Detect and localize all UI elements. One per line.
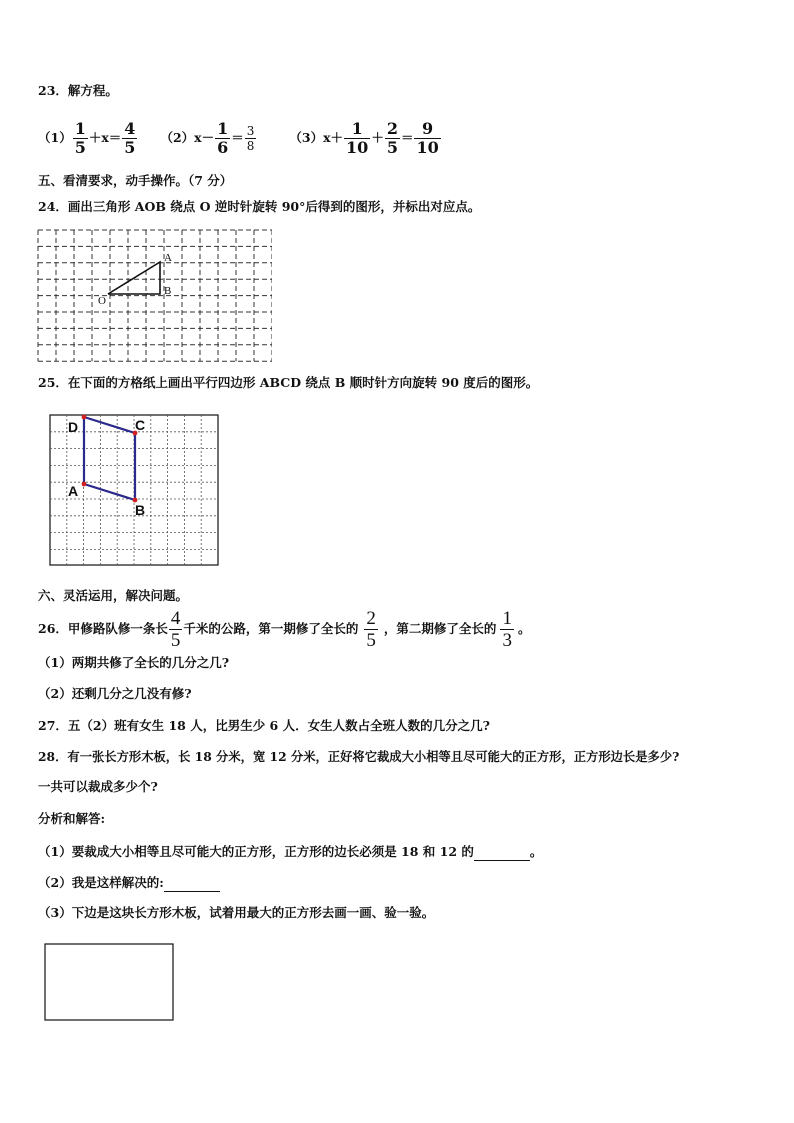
fraction: $\frac{1}{10}$	[346, 118, 369, 157]
fraction: $\frac{1}{3}$	[502, 607, 512, 651]
q28-sub3: （3）下边是这块长方形木板，试着用最大的正方形去画一画、验一验。	[38, 905, 435, 920]
q28-sub1: （1）要裁成大小相等且尽可能大的正方形，正方形的边长必须是 18 和 12 的 。	[38, 844, 543, 859]
point-d	[82, 415, 87, 420]
q27-text: 27．五（2）班有女生 18 人，比男生少 6 人．女生人数占全班人数的几分之几?	[38, 718, 490, 733]
q23-equations	[38, 116, 442, 160]
answer-blank[interactable]	[474, 842, 530, 861]
q28-line1: 28．有一张长方形木板，长 18 分米，宽 12 分米，正好将它裁成大小相等且尽可能大的正方形，正方形边长是多少?	[38, 749, 680, 764]
q24-grid	[36, 228, 272, 362]
eq1: （1） $\frac{1}{5}$ ＋x＝ $\frac{4}{5}$	[38, 118, 136, 157]
q26-sub1: （1）两期共修了全长的几分之几?	[38, 655, 230, 670]
fraction: $\frac{2}{5}$	[366, 607, 376, 651]
q25-text: 25．在下面的方格纸上画出平行四边形 ABCD 绕点 B 顺时针方向旋转 90 度后的图形。	[38, 375, 539, 390]
fraction: $\frac{1}{5}$	[74, 118, 86, 157]
fraction: $\frac{2}{5}$	[386, 118, 398, 157]
answer-blank[interactable]	[164, 873, 220, 892]
label-o: O	[98, 295, 106, 307]
point-a	[82, 482, 87, 487]
q26-text: 26．甲修路队修一条长 $\frac{4}{5}$ 千米的公路，第一期修了全长的 $\frac{2}{5}$ ，第二期修了全长的 $\frac{1}{3}$ 。	[38, 607, 531, 651]
label-c: C	[135, 417, 146, 433]
eq2: （2）x－ $\frac{1}{6}$ ＝ $\frac{3}{8}$	[160, 118, 255, 157]
fraction: $\frac{4}{5}$	[170, 607, 181, 651]
board-rectangle	[44, 943, 176, 1023]
fraction: $\frac{9}{10}$	[416, 118, 439, 157]
label-b: B	[135, 502, 146, 518]
fraction: $\frac{1}{6}$	[217, 118, 229, 157]
eq3: （3）x＋ $\frac{1}{10}$ ＋ $\frac{2}{5}$ ＝ $\frac{9}{10}$	[289, 118, 439, 157]
q25-grid	[49, 414, 221, 570]
q23-title: 23．解方程。	[38, 83, 118, 98]
section-five-heading: 五、看清要求，动手操作。（7 分）	[38, 173, 233, 188]
q26-sub2: （2）还剩几分之几没有修?	[38, 686, 192, 701]
q28-analysis: 分析和解答:	[38, 811, 106, 826]
label-a: A	[68, 483, 79, 499]
q24-text: 24．画出三角形 AOB 绕点 O 逆时针旋转 90°后得到的图形，并标出对应点。	[38, 199, 481, 214]
triangle-aob	[108, 262, 160, 294]
label-d: D	[68, 419, 79, 435]
q28-sub2: （2）我是这样解决的:	[38, 873, 220, 892]
section-six-heading: 六、灵活运用，解决问题。	[38, 588, 189, 603]
parallelogram-abcd	[84, 417, 135, 500]
fraction: $\frac{4}{5}$	[124, 118, 136, 157]
q28-line2: 一共可以裁成多少个?	[38, 779, 158, 794]
label-a: A	[164, 252, 172, 264]
label-b: B	[164, 285, 172, 297]
fraction: $\frac{3}{8}$	[246, 123, 255, 153]
